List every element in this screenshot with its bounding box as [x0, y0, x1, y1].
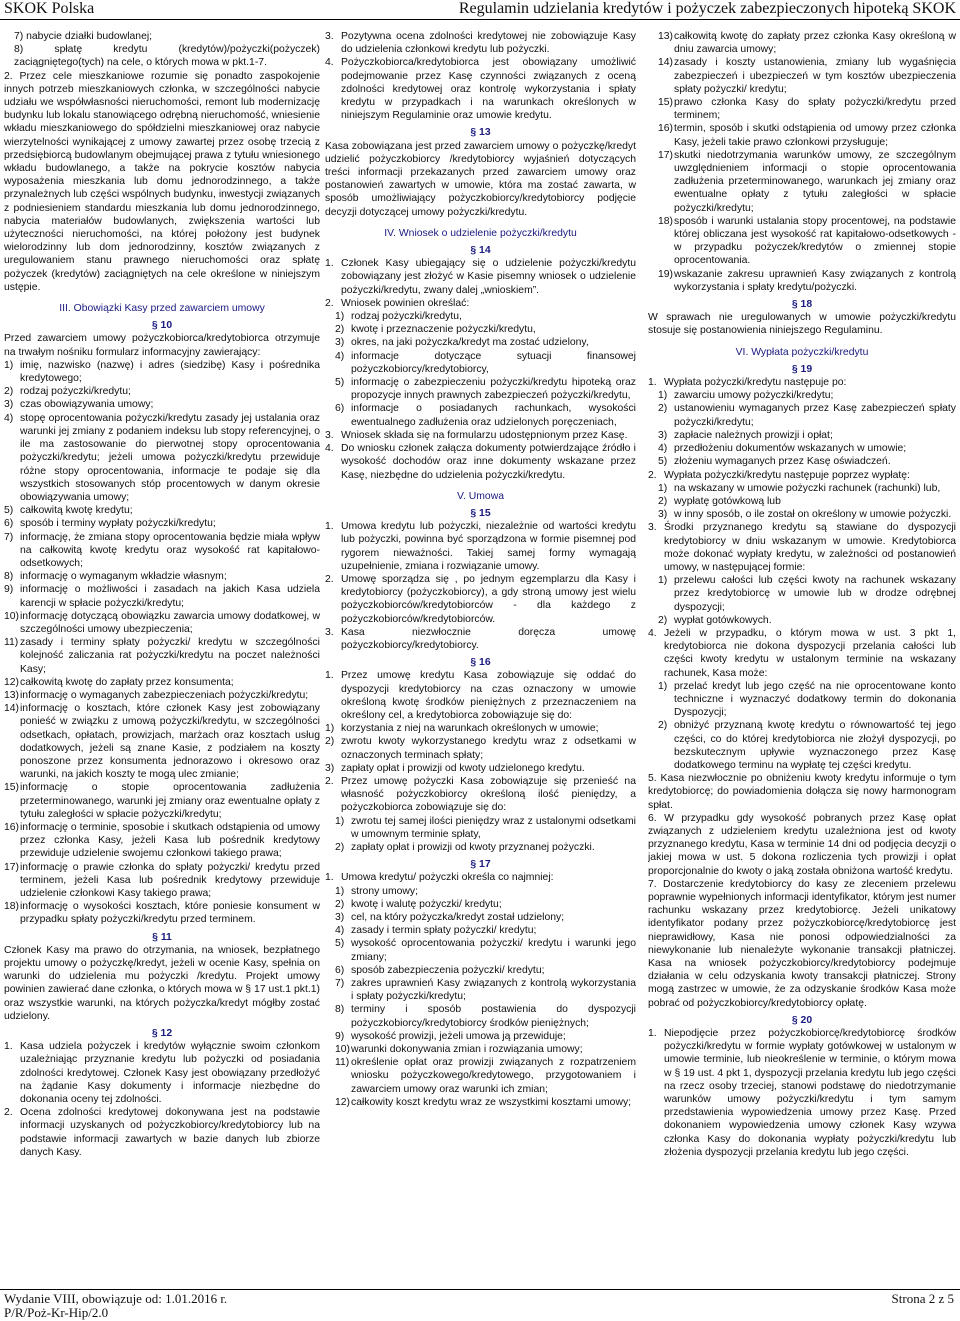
list	[325, 30, 636, 122]
paragraph-number: § 16	[470, 657, 491, 669]
paragraph: 2. Przez cele mieszkaniowe rozumie się ponadto zaspokojenie innych potrzeb mieszkaniowych członka, w szczególności nabycie udziału we współwłasności nieruchomości, remont lub modernizację budynku lub lokalu stanowiącego odrębną nieruchomość, wniesienie wkładu mieszkaniowego do spółdzielni mieszkaniowej oraz nabycie wierzytelności wynikającej z umowy zawartej przez osobę trzecią z przedsiębiorcą budowlanym obejmującej prawa z tytułu wniesionego wkładu budowlanego, a także na pokrycie kosztów nabycia wyposażenia mieszkania lub domu jednorodzinnego, a także przynależnych lub części wspólnych budynku, inwestycji związanych z podniesieniem standardu mieszkania lub domu jednorodzinnego, nabycia materiałów budowlanych, zwiększenia wartości lub użyteczności nieruchomości, na której położony jest budynek wielorodzinny lub dom jednorodzinny, kosztów związanych z uregulowaniem stanu prawnego nieruchomości oraz spłatę pożyczek (kredytów) zaciągniętych na cele określone w niniejszym ustępie.	[4, 70, 320, 293]
list-item: 2) kwotę i przeznaczenie pożyczki/kredytu,	[335, 324, 536, 336]
list-item: 5) informację o zabezpieczeniu pożyczki/kredytu hipoteką oraz propozycje innych prawnych zabezpieczeń pożyczki/kredytu,	[335, 377, 636, 402]
list	[648, 389, 956, 468]
list-item: 3. Kasa niezwłocznie doręcza umowę pożyczkobiorcy/kredytobiorcy.	[325, 626, 636, 651]
paragraph-number: § 14	[470, 245, 491, 257]
list-item: 2) kwotę i walutę pożyczki/ kredytu;	[335, 898, 502, 910]
list-item: 9) informację o możliwości i zasadach na jakich Kasa udziela karencji w spłacie pożyczki/kredytu;	[4, 584, 320, 609]
list-item: 4) zasady i termin spłaty pożyczki/ kredytu;	[335, 925, 537, 937]
list-item: 5) całkowitą kwotę kredytu;	[4, 505, 133, 517]
list-item: 4) informacje dotyczące sytuacji finansowej pożyczkobiorcy/kredytobiorcy,	[335, 350, 636, 375]
footer-code: P/R/Poż-Kr-Hip/2.0	[4, 1305, 109, 1320]
list-item: 1. Członek Kasy ubiegający się o udzielenie pożyczki/kredytu zobowiązany jest złożyć w Kasie pisemny wniosek o udzielenie pożyczki/kredytu, zwany dalej „wnioskiem”.	[325, 258, 636, 296]
list-item: 15) prawo członka Kasy do spłaty pożyczki/kredytu przed terminem;	[658, 97, 956, 122]
list-item: 14) zasady i koszty ustanowienia, zmiany lub wygaśnięcia zabezpieczeń i ubezpieczeń w tym kosztów ubezpieczenia spłaty pożyczki/ kredytu;	[658, 57, 956, 95]
list	[325, 520, 636, 652]
list	[325, 722, 636, 775]
list-item: 8) terminy i sposób postawienia do dyspozycji pożyczkobiorcy/kredytobiorcy środków pieniężnych;	[335, 1004, 636, 1029]
list-item: 1. Przez umowę kredytu Kasa zobowiązuje się oddać do dyspozycji kredytobiorcy na czas oznaczony w umowie określoną kwotę środków pieniężnych z przeznaczeniem na określony cel, a kredytobiorca zobowiązuje się do:	[325, 670, 636, 721]
list-item: 1. Wypłata pożyczki/kredytu następuje po:	[648, 377, 847, 389]
list-item: 1) korzystania z niej na warunkach określonych w umowie;	[325, 723, 599, 735]
list-item: 4. Pożyczkobiorca/kredytobiorca jest obowiązany umożliwić podejmowanie przez Kasę czynności związanych z oceną zdolności kredytowej oraz kontrolę wykorzystania i spłaty kredytu w przypadkach i na warunkach określonych w niniejszym Regulaminie oraz umowie kredytu.	[325, 57, 636, 122]
list	[648, 30, 956, 294]
list-item: 5) wysokość oprocentowania pożyczki/ kredytu i warunki jego zmiany;	[335, 938, 636, 963]
list-item: 4. Do wniosku członek załącza dokumenty potwierdzające źródło i wysokość dochodów oraz inne dokumenty wskazane przez Kasę, niezbędne do udzielenia pożyczki/kredytu.	[325, 443, 636, 481]
list	[4, 359, 320, 927]
paragraph-number: § 10	[151, 320, 173, 332]
list-item: 10) informację dotyczącą obowiązku zawarcia umowy dodatkowej, w szczególności umowy ubezpieczenia;	[4, 610, 320, 635]
list-item: 3) zapłaty opłat i prowizji od kwoty udzielonego kredytu.	[325, 762, 585, 774]
list-item: 12) całkowity koszt kredytu wraz ze wszystkimi kosztami umowy;	[335, 1096, 632, 1108]
footer-rule	[0, 1289, 960, 1290]
list-item: 3. Środki przyznanego kredytu są stawiane do dyspozycji kredytobiorcy w dniu wskazanym w umowie. Kredytobiorca może dokonać wypłaty kredytu, w zależności od postanowień umowy, w następującej formie:	[648, 522, 956, 573]
paragraph-number: § 19	[791, 363, 813, 375]
paragraph-number: § 11	[152, 931, 172, 943]
list-item: 18) sposób i warunki ustalania stopy procentowej, na podstawie której obliczana jest wysokość rat kapitałowo-odsetkowych - w przypadku pożyczek/kredytów o zmiennej stopie oprocentowania.	[658, 215, 956, 267]
list-item: 6) sposób zabezpieczenia pożyczki/ kredytu;	[335, 964, 545, 976]
list-item: 2) wypłatę gotówkową lub	[658, 495, 781, 507]
list-item: 3) w inny sposób, o ile został on określony w umowie pożyczki.	[658, 509, 952, 521]
paragraph: Przed zawarciem umowy pożyczkobiorca/kredytobiorca otrzymuje na trwałym nośniku formularz informacyjny zawierający:	[4, 333, 320, 358]
list-item: 2) rodzaj pożyczki/kredytu;	[4, 386, 131, 398]
list-item: 6) sposób i terminy wypłaty pożyczki/kredytu;	[4, 518, 216, 530]
list-item: 15) informację o stopie oprocentowania zadłużenia przeterminowanego, warunki jej zmiany oraz ewentualne opłaty z tytułu zaległości w spłacie pożyczki/kredytu;	[4, 782, 320, 820]
list-item: 8) informację o wymaganym wkładzie własnym;	[4, 571, 227, 583]
paragraph: W sprawach nie uregulowanych w umowie pożyczki/kredytu stosuje się postanowienia niniejszego Regulaminu.	[648, 312, 956, 337]
list-item: 1) rodzaj pożyczki/kredytu,	[335, 311, 462, 323]
list-item: 9) wysokość prowizji, jeżeli umowa ją przewiduje;	[335, 1030, 566, 1042]
list-item: 6) informacje o posiadanych rachunkach, wysokości ewentualnego zadłużenia oraz udzielonych poręczeniach,	[335, 403, 636, 428]
list	[648, 482, 956, 522]
list-item: 11) zasady i terminy spłaty pożyczki/ kredytu w szczególności kolejność zaliczania rat pożyczki/kredytu na poczet należności Kasy;	[4, 637, 320, 675]
header-company: SKOK Polska	[4, 0, 95, 17]
list-item: 17) informację o prawie członka do spłaty pożyczki/ kredytu przed terminem, jeżeli Kasa lub pośrednik kredytowy przewiduje udzielenie członkowi Kasy takiego prawa;	[4, 861, 320, 899]
paragraph-number: § 18	[791, 299, 813, 311]
footer-page-number: Strona 2 z 5	[891, 1291, 954, 1306]
list-item: 2) zwrotu kwoty wykorzystanego kredytu wraz z odsetkami w oznaczonych terminach spłaty;	[325, 736, 636, 761]
paragraph-number: § 13	[470, 127, 491, 139]
list-item: 2. Umowę sporządza się , po jednym egzemplarzu dla Kasy i kredytobiorcy (pożyczkobiorcy), a gdy stroną umowy jest wielu pożyczkobiorców/kredytobiorców - dla każdego z pożyczkobiorców/kredytobiorców.	[325, 573, 636, 625]
list-item: 1. Niepodjęcie przez pożyczkobiorcę/kredytobiorcę środków pożyczki/kredytu w formie wypłaty gotówkowej w ustalonym w umowie terminie, lub nieokreślenie w terminie, o którym mowa w § 19 ust. 4 pkt 1, dyspozycji przelania kredytu lub jego części na rzecz osoby trzeciej, stanowi podstawę do niedotrzymanie warunków umowy pożyczki/kredytu i tym samym przedstawienia wypowiedzenia umowy przez Kasę. Przed dokonaniem wypowiedzenia umowy członek Kasy wzywa członka Kasy do dokonania wypłaty pożyczki/kredytu lub złożenia dyspozycji przelania kredytu lub jego części.	[648, 1028, 956, 1158]
list-item: 4) stopę oprocentowania pożyczki/kredytu zasady jej ustalania oraz warunki jej zmiany z podaniem indeksu lub stopy referencyjnej, o ile ma zastosowanie do pierwotnej stopy oprocentowania pożyczki/kredytu; jeżeli umowa pożyczki/kredytu przewiduje różne stopy oprocentowania, informacje te podaje się dla wszystkich stosowanych stóp procentowych w danym okresie obowiązywania umowy;	[4, 412, 320, 503]
list-item: 3) zapłacie należnych prowizji i opłat;	[658, 429, 833, 441]
list-item: 2) obniżyć przyznaną kwotę kredytu o równowartość tej jego części, co do której kredytobiorca nie złożył dyspozycji, po bezskutecznym upływie wyznaczonego przez Kasę dodatkowego terminu na wypłatę tej części kredytu.	[658, 720, 956, 771]
list-item: 1. Umowa kredytu/ pożyczki określa co najmniej:	[325, 872, 554, 884]
paragraph: Kasa zobowiązana jest przed zawarciem umowy o pożyczkę/kredyt udzielić pożyczkobiorcy /kredytobiorcy wyjaśnień dotyczących treści informacji przekazanych przed zawarciem umowy oraz postanowień zawartych w umowie, która ma zostać zawarta, w sposób umożliwiający pożyczkobiorcy/kredytobiorcy podjęcie decyzji dotyczącej umowy pożyczki/kredytu.	[325, 140, 636, 218]
list-item: 13) informację o wymaganych zabezpieczeniach pożyczki/kredytu;	[4, 689, 309, 701]
paragraph: 6. W przypadku gdy wysokość pobranych przez Kasę opłat związanych z udzieleniem kredytu uzależniona jest od kwoty przyznanego kredytu, Kasa w terminie 14 dni od podjęcia decyzji o jakiej mowa w ust. 5 dokona rozliczenia tych prowizji i opłat proporcjonalnie do kwoty o jaką została obniżona wartość kredytu.	[648, 812, 956, 877]
list-item: 4. Jeżeli w przypadku, o którym mowa w ust. 3 pkt 1, kredytobiorca nie dokona dyspozycji przelania całości lub części kwoty kredytu w ustalonym terminie na wskazany rachunek, Kasa może:	[648, 627, 956, 679]
list-item: 19) wskazanie zakresu uprawnień Kasy związanych z kontrolą wykorzystania i spłaty kredytu/pożyczki.	[658, 268, 956, 293]
list	[4, 1040, 320, 1159]
header-rule	[0, 19, 960, 20]
footer-edition: Wydanie VIII, obowiązuje od: 1.01.2016 r.	[4, 1291, 228, 1306]
list-item: 14) informację o kosztach, które członek Kasy jest zobowiązany ponieść w związku z umową pożyczki/kredytu, w szczególności odsetkach, opłatach, prowizjach, marżach oraz kosztach usług dodatkowych, jeżeli są znane Kasie, z podziałem na koszty ponoszone przez konsumenta jednorazowo i okresowo oraz warunki, na jakich koszty te mogą ulec zmianie;	[4, 703, 320, 781]
list-item: 1) przelewu całości lub części kwoty na rachunek wskazany przez kredytobiorcę w umowie lub w drodze odrębnej dyspozycji;	[658, 575, 956, 613]
list-item: 18) informację o wysokości kosztach, które poniesie konsument w przypadku spłaty pożyczki/kredytu przed terminem.	[4, 901, 320, 926]
list-item: 3) czas obowiązywania umowy;	[4, 399, 154, 411]
list-item: 1) na wskazany w umowie pożyczki rachunek (rachunki) lub,	[658, 482, 941, 494]
list-item: 3) cel, na który pożyczka/kredyt został udzielony;	[335, 912, 565, 923]
page-header	[0, 0, 960, 20]
paragraph-number: § 12	[151, 1028, 173, 1040]
list-item: 2) wypłat gotówkowych.	[658, 614, 772, 626]
list-item: 3. Pozytywna ocena zdolności kredytowej nie zobowiązuje Kasy do udzielenia członkowi kredytu lub pożyczki.	[325, 31, 636, 56]
list-item: 7) nabycie działki budowlanej;	[14, 31, 153, 42]
list-item: 1) przelać kredyt lub jego część na nie oprocentowane konto techniczne i wyznaczyć dodatkowy termin do dokonania Dyspozycji;	[658, 680, 956, 719]
list-item: 2) ustanowieniu wymaganych przez Kasę zabezpieczeń spłaty pożyczki/kredytu;	[658, 403, 956, 428]
paragraph: 7. Dostarczenie kredytobiorcy do kasy ze zleceniem przelewu poprawnie wypełnionych informacji identyfikator, którym jest numer rachunku wskazany przez kredytobiorcę. Jeżeli unikatowy identyfikator podany przez pożyczkobiorcę/kredytobiorcę jest nieprawidłowy, Kasa nie ponosi odpowiedzialności za niewykonanie lub nienależyte wykonanie transakcji płatniczej. Kasa na wniosek pożyczkobiorcy/kredytobiorcy podejmuje działania w celu odzyskania kwoty transakcji płatniczej. Strony mogą zastrzec w umowie, że za odzyskanie środków Kasa może pobrać od pożyczkobiorcy/kredytobiorcy opłatę.	[648, 878, 956, 1009]
list-item: 2) zapłaty opłat i prowizji od kwoty przyznanej pożyczki.	[335, 841, 595, 853]
section-heading: III. Obowiązki Kasy przed zawarciem umowy	[59, 303, 265, 315]
section-heading: VI. Wypłata pożyczki/kredytu	[735, 346, 869, 358]
list-item: 1) zwrotu tej samej ilości pieniędzy wraz z ustalonymi odsetkami w umownym terminie spłaty,	[335, 815, 636, 840]
paragraph-number: § 17	[470, 859, 491, 871]
list	[648, 680, 956, 772]
list-item: 2. Ocena zdolności kredytowej dokonywana jest na podstawie informacji uzyskanych od pożyczkobiorcy/kredytobiorcy lub na podstawie informacji zawartych w bazie danych lub zbiorze danych Kasy.	[4, 1107, 320, 1158]
list-item: 8) spłatę kredytu (kredytów)/pożyczki(pożyczek) zaciągniętego(tych) na cele, o których mowa w pkt.1-7.	[14, 44, 320, 69]
paragraph: 5. Kasa niezwłocznie po obniżeniu kwoty kredytu informuje o tym kredytobiorcę; do powiadomienia dołącza się nowy harmonogram spłat.	[648, 773, 956, 811]
list-item: 12) całkowitą kwotę do zapłaty przez konsumenta;	[4, 676, 234, 688]
list-item: 16) informację o terminie, sposobie i skutkach odstąpienia od umowy przez członka Kasy, jeżeli Kasa lub pośrednik kredytowy przewiduje udzielenie swojemu członkowi takiego prawa;	[4, 821, 320, 860]
list-item: 3) okres, na jaki pożyczka/kredyt ma zostać udzielony,	[335, 337, 589, 349]
column-middle	[325, 30, 636, 1288]
list-item: 17) skutki niedotrzymania warunków umowy, ze szczególnym uwzględnieniem informacji o stopie oprocentowania zadłużenia przeterminowanego, warunkach jej zmiany oraz ewentualne opłaty z tytułu zaległości w spłacie pożyczki/kredytu;	[658, 149, 956, 214]
list-item: 2. Przez umowę pożyczki Kasa zobowiązuje się przenieść na własność pożyczkobiorcy określoną ilość pieniędzy, a pożyczkobiorca zobowiązuje się do:	[325, 775, 636, 814]
list-item: 16) termin, sposób i skutki odstąpienia od umowy przez członka Kasy, jeżeli takie prawo członkowi przysługuje;	[658, 123, 956, 148]
list-item: 1) zawarciu umowy pożyczki/kredytu;	[658, 390, 834, 402]
list-item: 10) warunki dokonywania zmian i rozwiązania umowy;	[335, 1044, 583, 1056]
list-item: 11) określenie opłat oraz prowizji związanych z rozpatrzeniem wniosku pożyczkowego/kredytowego, przygotowaniem i zawarciem umowy oraz warunki ich zmian;	[335, 1057, 636, 1095]
column-right	[648, 30, 956, 1288]
list	[648, 574, 956, 627]
list	[325, 310, 636, 429]
list-item: 3. Wniosek składa się na formularzu udostępnionym przez Kasę.	[325, 429, 628, 441]
list-item: 2. Wniosek powinien określać:	[325, 297, 470, 309]
list-item: 7) zakres uprawnień Kasy związanych z kontrolą wykorzystania i spłaty pożyczki/kredytu;	[335, 978, 636, 1003]
section-heading: V. Umowa	[457, 490, 504, 502]
list	[325, 885, 636, 1109]
list-item: 4) przedłożeniu dokumentów wskazanych w umowie;	[658, 443, 907, 455]
paragraph-number: § 20	[791, 1014, 813, 1026]
list	[325, 815, 636, 855]
list-item: 1) strony umowy;	[335, 885, 418, 897]
paragraph-number: § 15	[470, 507, 491, 519]
column-left	[4, 30, 320, 1288]
paragraph: Członek Kasy ma prawo do otrzymania, na wniosek, bezpłatnego projektu umowy o pożyczkę/kredyt, jeżeli w ocenie Kasy, spełnia on warunki do udzielenia mu pożyczki /kredytu. Projekt umowy powinien zawierać dane członka, o których mowa w § 17 ust.1 pkt.1) oraz wszystkie warunki, na których pożyczka/kredyt mógłby zostać udzielony.	[4, 944, 320, 1022]
list-item: 2. Wypłata pożyczki/kredytu następuje poprzez wypłatę:	[648, 469, 910, 481]
header-document-title: Regulamin udzielania kredytów i pożyczek zabezpieczonych hipoteką SKOK	[458, 0, 956, 17]
list-item: 7) informację, że zmiana stopy oprocentowania będzie miała wpływ na całkowitą kwotę kredytu oraz wysokość rat kapitałowo-odsetkowych;	[4, 531, 320, 569]
list-item: 13) całkowitą kwotę do zapłaty przez członka Kasy określoną w dniu zawarcia umowy;	[658, 31, 956, 56]
list-item: 1. Kasa udziela pożyczek i kredytów wyłącznie swoim członkom uzależniając przyznanie kredytu lub pożyczki od posiadania zdolności kredytowej. Członek Kasy jest obowiązany przedłożyć na żądanie Kasy dokumenty i informacje niezbędne do dokonania oceny tej zdolności.	[4, 1041, 320, 1106]
section-heading: IV. Wniosek o udzielenie pożyczki/kredytu	[384, 227, 577, 239]
list-item: 5) złożeniu wymaganych przez Kasę oświadczeń.	[658, 456, 891, 468]
list-item: 1) imię, nazwisko (nazwę) i adres (siedzibę) Kasy i pośrednika kredytowego;	[4, 359, 320, 385]
list-item: 1. Umowa kredytu lub pożyczki, niezależnie od wartości kredytu lub pożyczki, powinna być sporządzona w formie pisemnej pod rygorem nieważności. Takiej samej formy wymagają uzupełnienie, zmiana i rozwiązanie umowy.	[325, 521, 636, 572]
